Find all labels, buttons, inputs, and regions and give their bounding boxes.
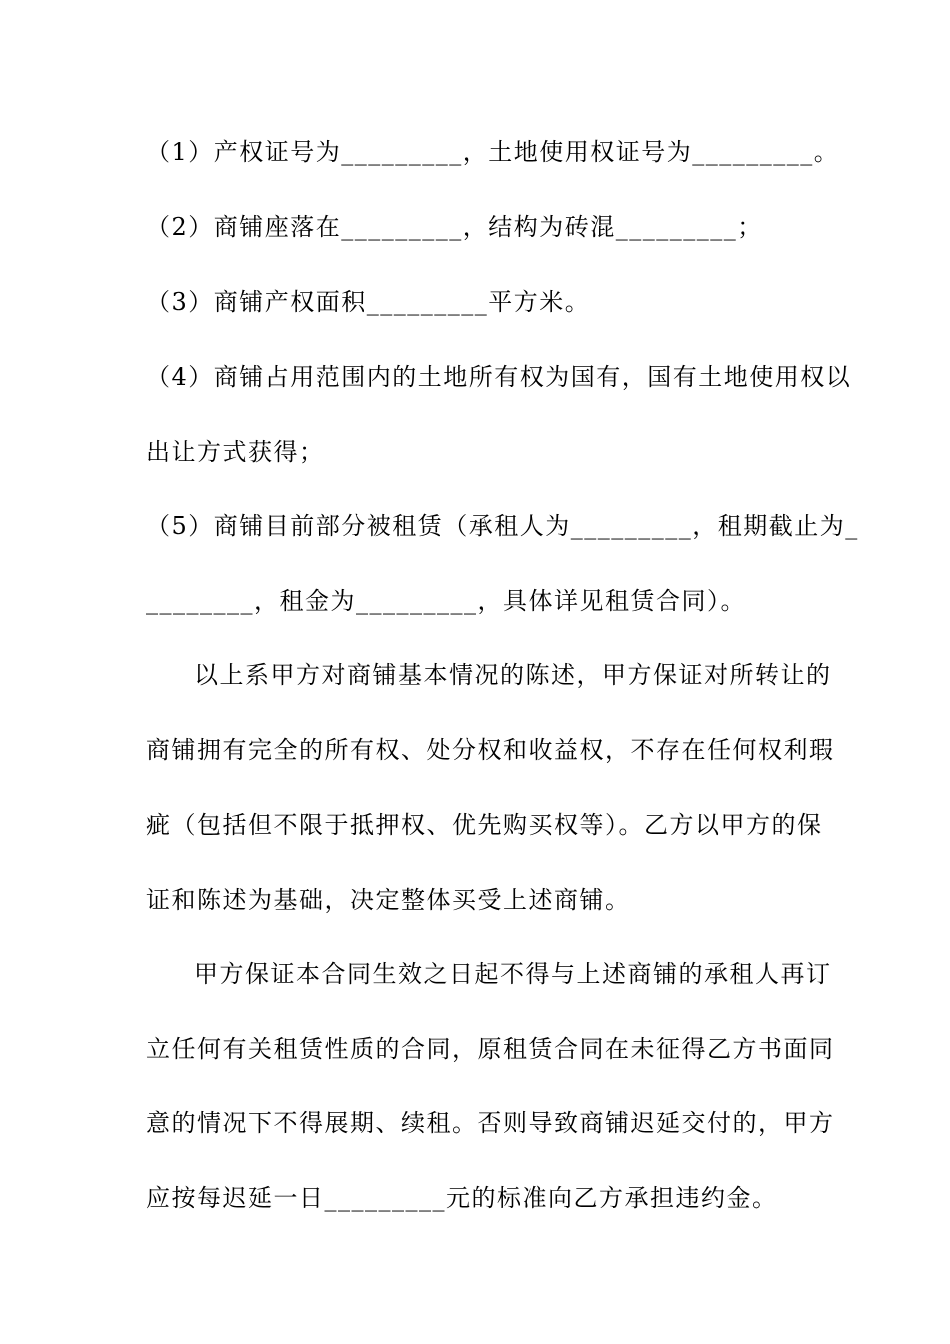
paragraph-2-line-4: 应按每迟延一日_________元的标准向乙方承担违约金。 xyxy=(146,1184,778,1212)
item-4-continuation: 出让方式获得； xyxy=(146,438,325,466)
paragraph-1-line-3: 疵（包括但不限于抵押权、优先购买权等）。乙方以甲方的保 xyxy=(146,811,823,839)
item-5-continuation: ________，租金为_________，具体详见租赁合同）。 xyxy=(146,587,746,615)
item-3-area: （3）商铺产权面积_________平方米。 xyxy=(146,288,591,316)
paragraph-2-line-3: 意的情况下不得展期、续租。否则导致商铺迟延交付的，甲方 xyxy=(146,1109,835,1137)
item-4-land-rights: （4）商铺占用范围内的土地所有权为国有，国有土地使用权以 xyxy=(146,363,852,391)
item-5-lease: （5）商铺目前部分被租赁（承租人为_________，租期截止为_ xyxy=(146,512,859,540)
paragraph-2-line-2: 立任何有关租赁性质的合同，原租赁合同在未征得乙方书面同 xyxy=(146,1035,835,1063)
paragraph-1-line-1: 以上系甲方对商铺基本情况的陈述，甲方保证对所转让的 xyxy=(194,661,832,689)
item-1-property-cert: （1）产权证号为_________，土地使用权证号为_________。 xyxy=(146,138,840,166)
paragraph-1-line-4: 证和陈述为基础，决定整体买受上述商铺。 xyxy=(146,886,631,914)
paragraph-2-line-1: 甲方保证本合同生效之日起不得与上述商铺的承租人再订 xyxy=(194,960,832,988)
paragraph-1-line-2: 商铺拥有完全的所有权、处分权和收益权，不存在任何权利瑕 xyxy=(146,736,835,764)
item-2-location: （2）商铺座落在_________，结构为砖混_________； xyxy=(146,213,763,241)
